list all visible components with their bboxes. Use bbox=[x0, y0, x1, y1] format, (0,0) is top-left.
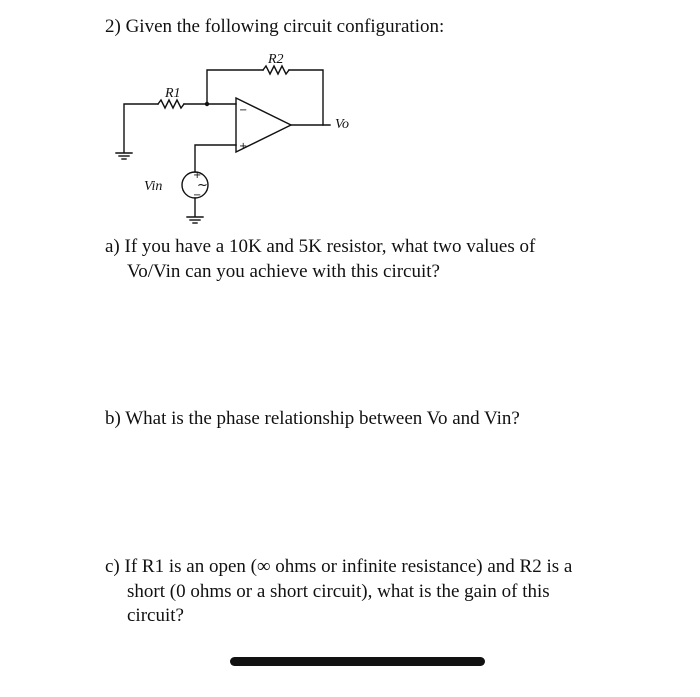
op-amp-circuit-diagram bbox=[0, 0, 700, 240]
ground-left-wire bbox=[124, 104, 158, 152]
r2-label: R2 bbox=[268, 52, 284, 67]
source-minus-label: − bbox=[193, 190, 202, 201]
feedback-wire bbox=[207, 70, 263, 104]
r2-resistor bbox=[263, 66, 289, 74]
r1-resistor bbox=[158, 100, 184, 108]
question-c-line3: circuit? bbox=[127, 605, 184, 626]
vo-label: Vo bbox=[335, 117, 349, 132]
question-a-line2: Vo/Vin can you achieve with this circuit? bbox=[127, 261, 440, 282]
noninverting-input-label: + bbox=[239, 141, 248, 152]
question-c-line2: short (0 ohms or a short circuit), what is the gain of this bbox=[127, 581, 550, 602]
question-b-line1: b) What is the phase relationship between Vo and Vin? bbox=[105, 408, 520, 429]
question-c-line1: c) If R1 is an open (∞ ohms or infinite resistance) and R2 is a bbox=[105, 556, 573, 577]
feedback-return-wire bbox=[289, 70, 323, 125]
vin-label: Vin bbox=[144, 179, 163, 194]
home-indicator-bar[interactable] bbox=[230, 657, 485, 666]
inverting-input-label: − bbox=[239, 105, 248, 116]
question-heading: 2) Given the following circuit configuration: bbox=[105, 16, 445, 37]
question-a-line1: a) If you have a 10K and 5K resistor, what two values of bbox=[105, 236, 536, 257]
junction-dot bbox=[205, 102, 209, 106]
noninverting-wire bbox=[195, 145, 236, 172]
source-wave-symbol: ~ bbox=[197, 178, 208, 193]
source-plus-label: + bbox=[193, 170, 202, 181]
r1-label: R1 bbox=[165, 86, 181, 101]
